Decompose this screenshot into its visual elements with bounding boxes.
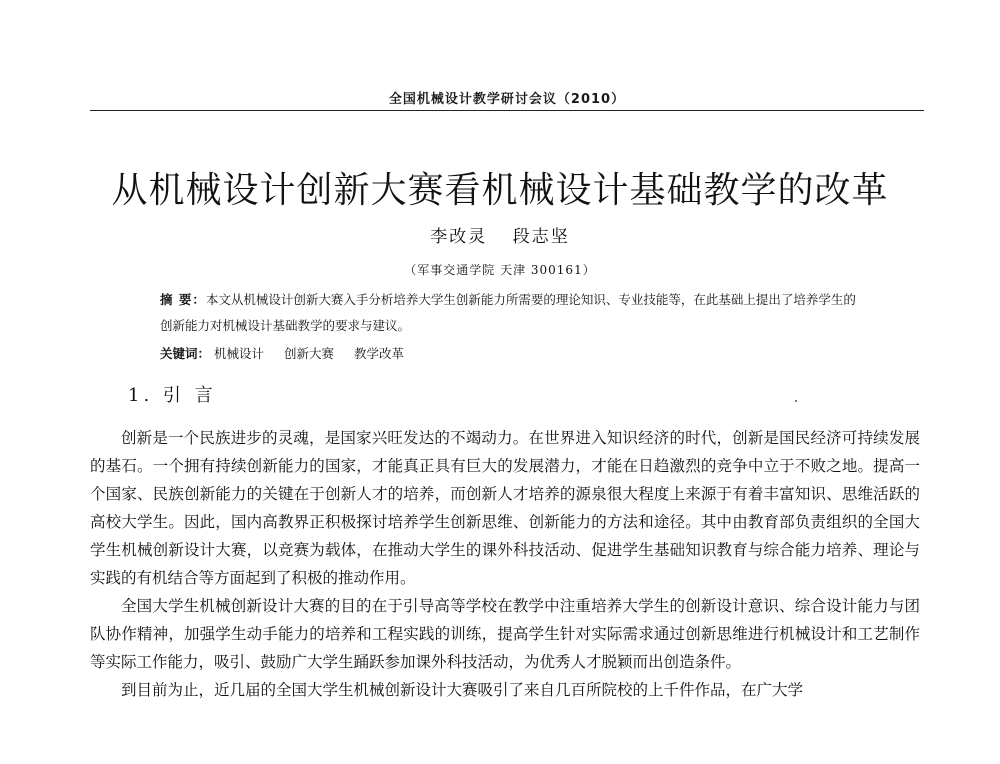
section-heading: 1. 引 言	[128, 385, 217, 406]
paragraph: 创新是一个民族进步的灵魂，是国家兴旺发达的不竭动力。在世界进入知识经济的时代，创新是国民经济可持续发展的基石。一个拥有持续创新能力的国家，才能真正具有巨大的发展潜力，才能在日趋激烈的竞争中立于不败之地。提高一个国家、民族创新能力的关键在于创新人才的培养，而创新人才培养的源泉很大程度上来源于有着丰富知识、思维活跃的高校大学生。因此，国内高教界正积极探讨培养学生创新思维、创新能力的方法和途径。其中由教育部负责组织的全国大学生机械创新设计大赛，以竞赛为载体，在推动大学生的课外科技活动、促进学生基础知识教育与综合能力培养、理论与实践的有机结合等方面起到了积极的推动作用。	[90, 429, 920, 587]
running-header: 全国机械设计教学研讨会议（2010）	[388, 92, 626, 107]
abstract	[160, 287, 860, 339]
affiliation: （军事交通学院 天津 300161）	[404, 263, 596, 277]
keyword: 创新大赛	[284, 346, 335, 361]
scan-speck	[795, 400, 797, 402]
paper-title: 从机械设计创新大赛看机械设计基础教学的改革	[111, 170, 889, 211]
paragraph: 全国大学生机械创新设计大赛的目的在于引导高等学校在教学中注重培养大学生的创新设计意识、综合设计能力与团队协作精神，加强学生动手能力的培养和工程实践的训练，提高学生针对实际需求通过创新思维进行机械设计和工艺制作等实际工作能力，吸引、鼓励广大学生踊跃参加课外科技活动，为优秀人才脱颖而出创造条件。	[90, 597, 920, 671]
paragraph: 到目前为止，近几届的全国大学生机械创新设计大赛吸引了来自几百所院校的上千件作品，在广大学	[121, 681, 804, 699]
header-rule	[90, 110, 924, 111]
keywords	[160, 341, 860, 367]
body-text	[90, 424, 920, 704]
keyword: 机械设计	[214, 346, 265, 361]
authors: 李改灵 段志坚	[430, 227, 570, 247]
abstract-label: 摘 要：	[160, 292, 206, 307]
keywords-label: 关键词：	[160, 346, 211, 361]
keyword: 教学改革	[354, 346, 405, 361]
abstract-text: 本文从机械设计创新大赛入手分析培养大学生创新能力所需要的理论知识、专业技能等，在此基础上提出了培养学生的创新能力对机械设计基础教学的要求与建议。	[160, 292, 856, 333]
